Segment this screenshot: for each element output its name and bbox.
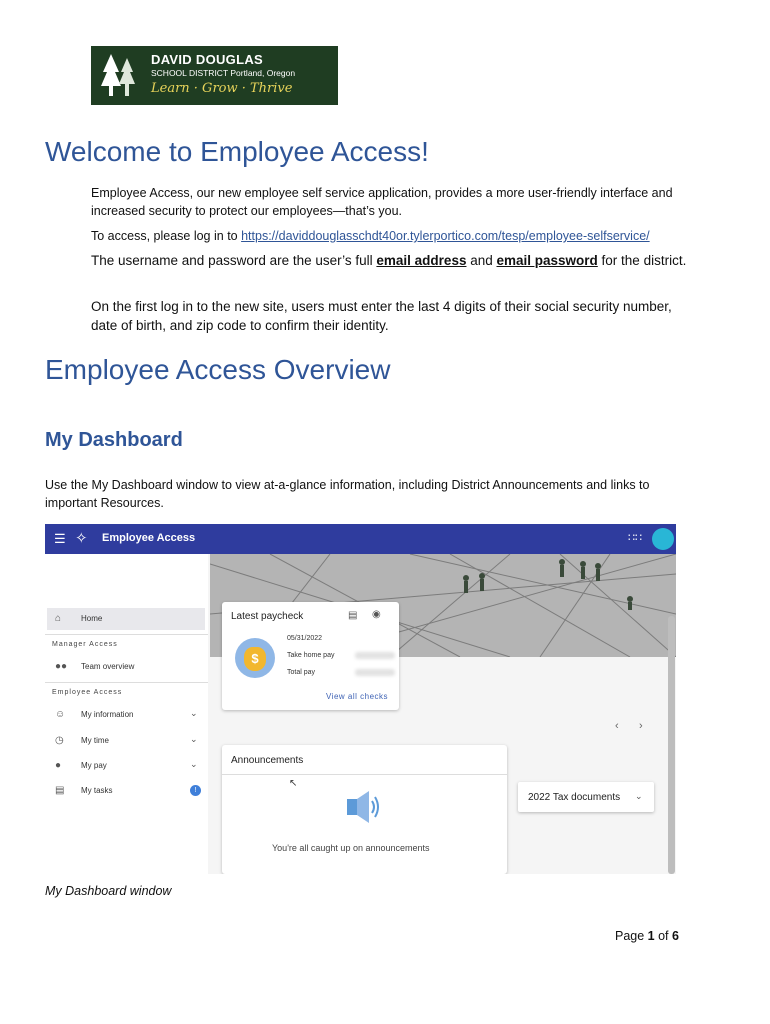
logo-name: DAVID DOUGLAS	[151, 52, 263, 67]
sidebar-item-label: My time	[81, 736, 109, 745]
email-password-term: email password	[496, 253, 598, 268]
cursor-icon: ↖	[289, 778, 298, 789]
sidebar-item-label: My pay	[81, 761, 107, 770]
app-logo-icon: ✧	[75, 530, 88, 547]
sidebar-item-my-pay[interactable]	[47, 755, 205, 777]
total-pay-label: Total pay	[287, 669, 316, 676]
view-all-checks-link[interactable]: View all checks	[326, 692, 389, 701]
tax-documents-select[interactable]	[518, 782, 654, 812]
intro-paragraph-1: Employee Access, our new employee self service application, provides a more user-friendly interface and increased security to protect our employees—that’s you.	[91, 186, 673, 218]
clock-icon: ◷	[55, 735, 64, 746]
latest-paycheck-card	[222, 602, 399, 710]
sidebar-item-my-information[interactable]	[47, 704, 205, 726]
take-home-label: Take home pay	[287, 652, 335, 659]
email-address-term: email address	[376, 253, 467, 268]
intro-paragraph-3	[91, 251, 691, 270]
credentials-text: The username and password are the user’s full	[91, 253, 377, 268]
chevron-down-icon: ⌄	[190, 759, 198, 769]
figure-caption: My Dashboard window	[45, 884, 172, 898]
tasks-badge: !	[190, 785, 201, 796]
sidebar-item-label: Home	[81, 614, 103, 623]
total-pay-value-blurred	[355, 669, 395, 676]
paycheck-title: Latest paycheck	[231, 611, 304, 622]
page-title: Welcome to Employee Access!	[45, 136, 429, 167]
chevron-down-icon: ⌄	[190, 708, 198, 718]
page-number	[615, 929, 679, 943]
sidebar-item-label: Team overview	[81, 662, 135, 671]
take-home-value-blurred	[355, 652, 395, 659]
employee-access-link[interactable]: https://daviddouglasschdt40or.tylerportico.com/tesp/employee-selfservice/	[241, 229, 650, 243]
previous-icon[interactable]: ‹	[615, 720, 619, 732]
apps-grid-icon[interactable]: ∷∷	[628, 532, 642, 544]
chevron-down-icon: ⌄	[635, 791, 643, 801]
tree-icon	[101, 52, 137, 98]
clipboard-icon: ▤	[55, 785, 65, 796]
speaker-icon	[343, 787, 383, 827]
sidebar	[45, 554, 208, 874]
person-icon: ☺	[55, 709, 66, 720]
announcements-card	[222, 745, 507, 874]
divider	[222, 774, 507, 775]
chevron-down-icon: ⌄	[190, 734, 198, 744]
logo-tagline: Learn · Grow · Thrive	[151, 81, 293, 96]
document-icon[interactable]: ▤	[348, 610, 358, 621]
district-logo	[91, 46, 338, 105]
employee-access-header: Employee Access	[52, 689, 123, 696]
avatar[interactable]	[652, 528, 674, 550]
intro-paragraph-2	[91, 227, 691, 245]
scrollbar[interactable]	[668, 616, 675, 874]
next-icon[interactable]: ›	[639, 720, 643, 732]
app-bar	[45, 524, 676, 554]
access-prefix: To access, please log in to	[91, 229, 242, 243]
logo-subtitle: SCHOOL DISTRICT Portland, Oregon	[151, 68, 296, 78]
dashboard-description: Use the My Dashboard window to view at-a-glance information, including District Announcements and links to important Resources.	[45, 478, 650, 510]
announcements-title: Announcements	[231, 755, 304, 766]
announcements-message: You're all caught up on announcements	[272, 843, 430, 853]
money-bag-icon: $	[235, 638, 275, 678]
sidebar-item-home[interactable]	[47, 608, 205, 630]
menu-icon[interactable]: ☰	[54, 531, 66, 546]
sidebar-item-label: My tasks	[81, 786, 113, 795]
credentials-suffix: for the district.	[597, 253, 687, 268]
sidebar-item-my-tasks[interactable]	[47, 780, 205, 802]
paycheck-date: 05/31/2022	[287, 635, 323, 642]
sidebar-item-label: My information	[81, 710, 134, 719]
credentials-and: and	[466, 253, 497, 268]
page-of: of	[654, 929, 672, 943]
sidebar-item-team-overview[interactable]	[47, 656, 205, 678]
eye-icon[interactable]: ◉	[372, 609, 381, 620]
divider	[45, 682, 208, 683]
team-icon: ●●	[55, 661, 68, 672]
tax-documents-value: 2022 Tax documents	[528, 792, 621, 803]
overview-heading: Employee Access Overview	[45, 354, 391, 385]
dashboard-screenshot	[45, 524, 676, 874]
sidebar-item-my-time[interactable]	[47, 730, 205, 752]
total-pages: 6	[672, 929, 679, 943]
intro-paragraph-4: On the first log in to the new site, users must enter the last 4 digits of their social security number, date of birth, and zip code to confirm their identity.	[91, 299, 672, 333]
dashboard-heading: My Dashboard	[45, 429, 183, 451]
page-prefix: Page	[615, 929, 648, 943]
manager-access-header: Manager Access	[52, 641, 118, 648]
divider	[45, 634, 208, 635]
app-title: Employee Access	[102, 532, 196, 544]
current-page: 1	[647, 929, 655, 943]
dollar-icon: ●	[55, 760, 62, 771]
home-icon: ⌂	[55, 613, 62, 624]
